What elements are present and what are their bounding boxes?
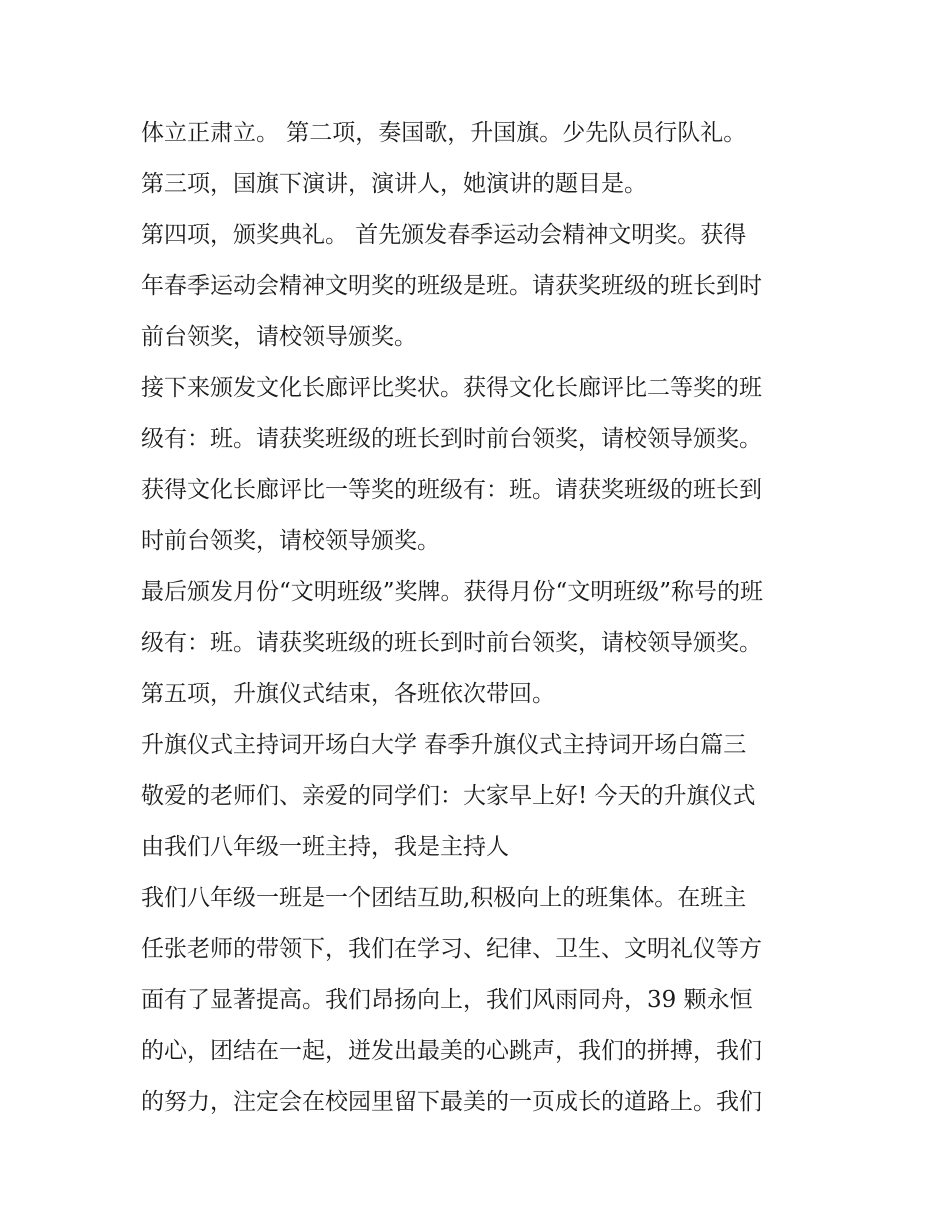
document-body [141, 108, 821, 1128]
text-line: 获得文化长廊评比一等奖的班级有：班。请获奖班级的班长到 [141, 477, 762, 503]
text-line: 级有：班。请获奖班级的班长到时前台领奖，请校领导颁奖。 [141, 426, 762, 452]
text-line: 的努力，注定会在校园里留下最美的一页成长的道路上。我们 [141, 1089, 762, 1115]
text-line: 敬爱的老师们、亲爱的同学们：大家早上好! 今天的升旗仪式 [141, 783, 756, 809]
text-line: 面有了显著提高。我们昂扬向上，我们风雨同舟，39 颗永恒 [141, 987, 753, 1013]
text-line: 的心，团结在一起，迸发出最美的心跳声，我们的拼搏，我们 [141, 1038, 762, 1064]
text-line: 我们八年级一班是一个团结互助,积极向上的班集体。在班主 [141, 885, 747, 911]
text-line: 由我们八年级一班主持，我是主持人 [141, 834, 509, 860]
text-line: 最后颁发月份“文明班级”奖牌。获得月份“文明班级”称号的班 [141, 579, 764, 605]
text-line: 体立正肃立。 第二项，奏国歌，升国旗。少先队员行队礼。 [141, 120, 747, 146]
text-line: 接下来颁发文化长廊评比奖状。获得文化长廊评比二等奖的班 [141, 375, 762, 401]
text-line: 第三项，国旗下演讲，演讲人，她演讲的题目是。 [141, 171, 647, 197]
text-line: 任张老师的带领下，我们在学习、纪律、卫生、文明礼仪等方 [141, 936, 762, 962]
text-line: 第四项，颁奖典礼。 首先颁发春季运动会精神文明奖。获得 [141, 222, 747, 248]
text-line: 升旗仪式主持词开场白大学 春季升旗仪式主持词开场白篇三 [141, 732, 747, 758]
text-line: 第五项，升旗仪式结束，各班依次带回。 [141, 681, 555, 707]
text-line: 级有：班。请获奖班级的班长到时前台领奖，请校领导颁奖。 [141, 630, 762, 656]
text-line: 年春季运动会精神文明奖的班级是班。请获奖班级的班长到时 [141, 273, 762, 299]
text-line: 时前台领奖，请校领导颁奖。 [141, 528, 440, 554]
text-line: 前台领奖，请校领导颁奖。 [141, 324, 417, 350]
